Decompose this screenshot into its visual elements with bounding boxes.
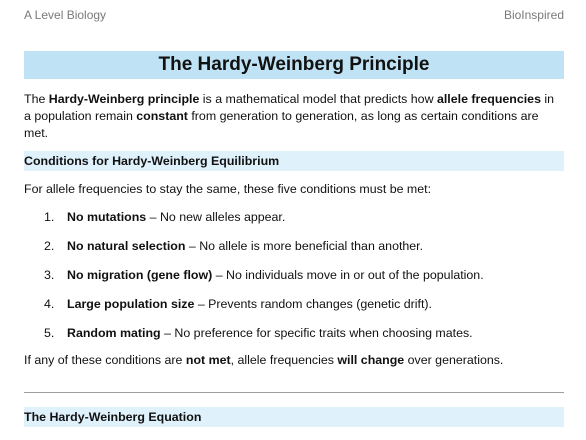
conditions-heading: Conditions for Hardy-Weinberg Equilibrium	[24, 154, 280, 168]
intro-text-3: in a population remain	[24, 92, 555, 123]
page-header	[24, 8, 564, 22]
intro-bold-3: constant	[136, 109, 188, 123]
list-number: 5.	[44, 326, 55, 340]
list-number: 4.	[44, 297, 55, 311]
intro-paragraph	[24, 91, 564, 142]
outro-bold-1: not met	[185, 353, 231, 367]
outro-paragraph	[24, 353, 564, 367]
condition-desc: – No new alleles appear.	[146, 210, 286, 224]
outro-bold-2: will change	[337, 353, 405, 367]
title-banner	[24, 51, 564, 79]
equation-heading: The Hardy-Weinberg Equation	[24, 410, 202, 424]
list-item	[44, 268, 564, 297]
brand-label: BioInspired	[503, 8, 564, 22]
list-number: 3.	[44, 268, 55, 282]
section-divider	[24, 392, 564, 393]
condition-term: No migration (gene flow)	[67, 268, 213, 282]
intro-text-1: The	[24, 92, 49, 106]
conditions-heading-bar	[24, 151, 564, 171]
list-item	[44, 297, 564, 326]
condition-term: No mutations	[67, 210, 147, 224]
conditions-lead: For allele frequencies to stay the same, these five conditions must be met:	[24, 182, 432, 196]
condition-desc: – No individuals move in or out of the population.	[212, 268, 484, 282]
condition-term: Random mating	[67, 326, 161, 340]
list-number: 2.	[44, 239, 55, 253]
list-item	[44, 326, 564, 355]
condition-desc: – Prevents random changes (genetic drift).	[194, 297, 432, 311]
condition-term: No natural selection	[67, 239, 186, 253]
intro-bold-2: allele frequencies	[436, 92, 541, 106]
conditions-list	[44, 210, 564, 355]
intro-text-2: is a mathematical model that predicts how	[199, 92, 437, 106]
condition-desc: – No allele is more beneficial than another.	[185, 239, 424, 253]
course-label: A Level Biology	[24, 8, 107, 22]
equation-heading-bar	[24, 407, 564, 427]
list-item	[44, 210, 564, 239]
intro-bold-1: Hardy-Weinberg principle	[48, 92, 200, 106]
intro-text-4: from generation to generation, as long as certain conditions are met.	[24, 109, 539, 140]
list-item	[44, 239, 564, 268]
condition-term: Large population size	[67, 297, 195, 311]
page-title: The Hardy-Weinberg Principle	[158, 54, 430, 75]
outro-text-1: If any of these conditions are	[24, 353, 186, 367]
outro-text-2: , allele frequencies	[230, 353, 338, 367]
condition-desc: – No preference for specific traits when choosing mates.	[160, 326, 473, 340]
outro-text-3: over generations.	[404, 353, 504, 367]
list-number: 1.	[44, 210, 55, 224]
